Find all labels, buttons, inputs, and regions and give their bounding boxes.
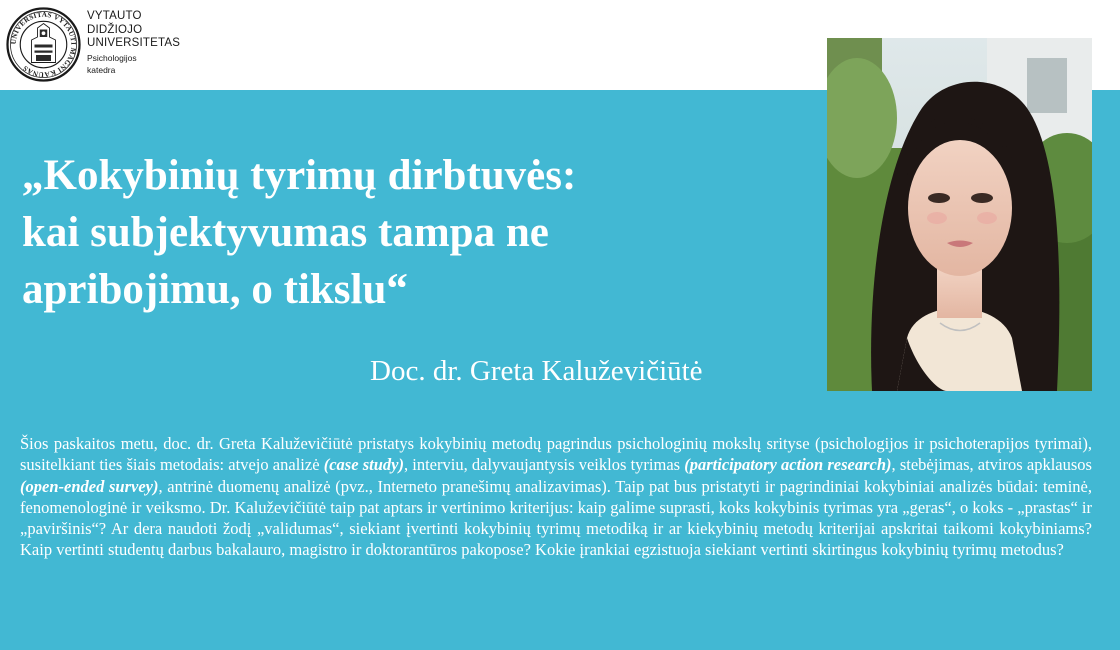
event-title-line: apribojimu, o tikslu“: [22, 266, 408, 313]
description-text: , stebėjimas, atviros apklausos: [891, 455, 1092, 475]
university-name-line: VYTAUTO: [87, 10, 142, 22]
event-title-line: „Kokybinių tyrimų dirbtuvės:: [22, 152, 577, 199]
event-description: [20, 433, 1092, 561]
university-name-line: UNIVERSITETAS: [87, 37, 181, 49]
university-logo: [6, 7, 180, 82]
svg-text:UNIVERSITAS VYTAUTI MAGNI KAUN: UNIVERSITAS VYTAUTI MAGNI KAUNAS: [9, 10, 78, 79]
description-term: (case study): [323, 455, 404, 475]
department-name-line: Psichologijos: [87, 52, 137, 63]
event-title-line: kai subjektyvumas tampa ne: [22, 209, 549, 256]
speaker-photo: [827, 38, 1092, 391]
description-text: , antrinė duomenų analizė (pvz., Interneto pranešimų analizavimas). Taip pat bus pristatyti ir pagrindiniai kokybiniai analizės būdai: teminė, fenomenologinė ir veiksmo. Dr. Kaluževičiūtė taip pat aptars ir vertinimo kriterijus: kaip galime suprasti, koks kokybinis tyrimas yra „geras“, o koks - „prastas“ ir „paviršinis“? Ar dera naudoti žodį „validumas“, siekiant įvertinti kokybinių tyrimų metodiką ir ar kiekybinių metodų kriterijai apskritai taikomi kokybiniams? Kaip vertinti studentų darbus bakalauro, magistro ir doktorantūros pakopose? Kokie įrankiai egzistuoja siekiant vertinti skirtingus kokybinių tyrimų metodus?: [20, 476, 1093, 560]
description-term: (participatory action research): [684, 455, 892, 475]
speaker-name: Doc. dr. Greta Kaluževičiūtė: [370, 355, 703, 387]
description-text: , interviu, dalyvaujantysis veiklos tyrimas: [403, 455, 685, 475]
description-text: Šios paskaitos metu, doc. dr. Greta Kaluževičiūtė pristatys kokybinių metodų pagrindus psichologinių mokslų srityse (psichologijos ir psichoterapijos tyrimai), susitelkiant ties šiais metodais: atvejo analizė: [20, 434, 1092, 475]
event-title: [22, 147, 822, 318]
university-name-line: DIDŽIOJO: [87, 23, 143, 36]
university-name: [87, 10, 180, 75]
speaker-portrait-image: [827, 38, 1092, 391]
department-name-line: katedra: [87, 64, 116, 75]
description-term: (open-ended survey): [20, 476, 159, 496]
university-seal-icon: [6, 7, 81, 82]
